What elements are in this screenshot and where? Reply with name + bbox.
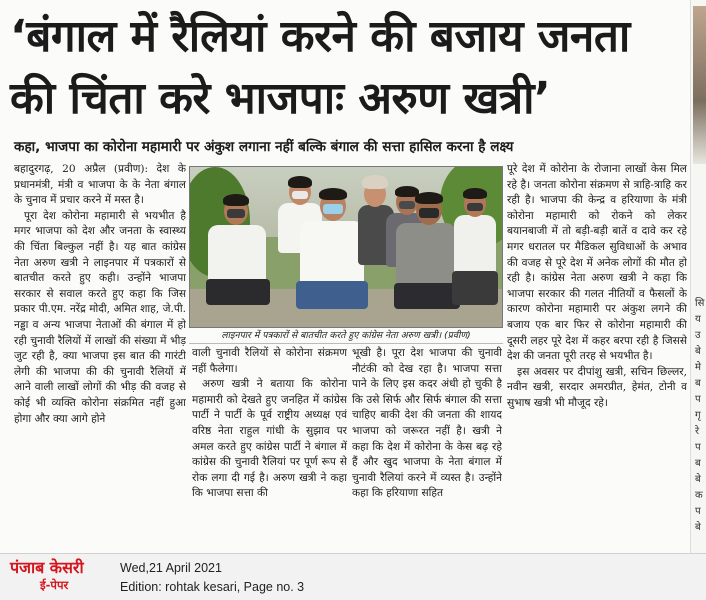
- text-fragment: य: [695, 314, 701, 325]
- text-fragment: गृ: [695, 410, 701, 421]
- adjacent-photo-fragment: [693, 6, 706, 164]
- logo-wordmark: पंजाब केसरी: [10, 558, 84, 577]
- paragraph: वाली चुनावी रैलियों से कोरोना संक्रमण नहीं फैलेगा।: [192, 347, 347, 375]
- text-fragment: बे: [695, 522, 701, 533]
- news-photo: [189, 166, 503, 328]
- edition-date: Wed,21 April 2021: [120, 561, 222, 575]
- epaper-footer: [0, 553, 706, 600]
- text-fragment: ब: [695, 378, 701, 389]
- adjacent-article-strip: [690, 0, 706, 553]
- text-fragment: बे: [695, 474, 701, 485]
- text-fragment: क: [695, 490, 703, 501]
- text-fragment: उ: [695, 330, 701, 341]
- text-fragment: प: [695, 394, 701, 405]
- text-fragment: रे: [695, 426, 700, 437]
- paragraph: पूरे देश में कोरोना के रोजाना लाखों केस मिल रहे है। जनता कोरोना संक्रमण से त्राहि-त्राहि कर रही है। भाजपा की केन्द्र व हरियाणा के मंत्री कोरोना महामारी को रोकने को लेकर बयानबाजी में तो बड़ी-बड़ी बातें व दावे कर रहे मगर धरातल पर मैडिकल सुविधाओं के अभाव की वजह से पूरे देश में अनेक लोगों की मौत हो रही है। कांग्रेस नेता अरुण खत्री ने कहा कि भाजपा सरकार की गलत नीतियों व फैसलों के कारण कोरोना महामारी पर अंकुश लगने की बजाय एक बार फिर से कोरोना महामारी की दूसरी लहर पूरे देश में कहर बरपा रही है जिससे देश की जनता पूरी तरह से भयभीत है।: [507, 163, 687, 363]
- paragraph: भूखी है। पूरा देश भाजपा की चुनावी नौटंकी को देख रहा है। भाजपा सत्ता पाने के लिए इस कदर अंधी हो चुकी है कि उसे सिर्फ और सिर्फ बंगाल की सत्ता चाहिए बाकी देश की जनता की शायद भाजपा को जरूरत नहीं है। खत्री ने कहा कि देश में कोरोना के केस बढ़ रहे हैं और खुद भाजपा के नेता बंगाल में चुनावी रैलियां करने में व्यस्त है। उन्होंने कहा कि हरियाणा सहित: [352, 347, 502, 500]
- subheadline: कहा, भाजपा का कोरोना महामारी पर अंकुश लगाना नहीं बल्कि बंगाल की सत्ता हासिल करना है लक्ष्य: [14, 139, 514, 155]
- article-column-1: [14, 162, 186, 552]
- text-fragment: मे: [695, 362, 701, 373]
- paragraph: पूरा देश कोरोना महामारी से भयभीत है मगर भाजपा को देश और जनता के स्वास्थ्य की चिंता बिल्कुल नहीं है। यह बात कांग्रेस नेता अरुण खत्री ने लाइनपार में पत्रकारों से बातचीत करते हुए कही। उन्होंने भाजपा सरकार से सवाल करते हुए कहा कि जिस प्रकार पी.एम. नरेंद्र मोदी, अमित शाह, जे.पी. नड्डा व अन्य भाजपा नेताओं की बंगाल में हो रही चुनावी रैलियों में लाखों की संख्या में भीड़ जुट रही है, क्या भाजपा इस बात की गारंटी लेगी की भाजपा की की चुनावी रैलियों में आने वाली लाखों लोगों की भीड़ की वजह से कोई भी व्यक्ति कोरोना संक्रमित नहीं हुआ होगा और क्या आगे होने: [14, 209, 186, 425]
- text-fragment: बे: [695, 346, 701, 357]
- photo-caption: लाइनपार में पत्रकारों से बातचीत करते हुए कांग्रेस नेता अरुण खत्री। (प्रवीण): [221, 330, 471, 341]
- text-fragment: प: [695, 506, 701, 517]
- punjab-kesari-logo: [10, 558, 100, 596]
- article-column-3: [352, 346, 502, 552]
- article-column-2: [192, 346, 347, 552]
- paragraph: इस अवसर पर दीपांशु खत्री, सचिन छिल्लर, नवीन खत्री, सरदार अमरप्रीत, हेमंत, टोनी व सुभाष खत्री भी मौजूद रहे।: [507, 365, 687, 409]
- paragraph: अरुण खत्री ने बताया कि कोरोना महामारी को देखते हुए जनहित में कांग्रेस पार्टी ने पार्टी के पूर्व राष्ट्रीय अध्यक्ष एवं वरिष्ठ नेता राहुल गांधी के सुझाव पर अमल करते हुए कांग्रेस पार्टी ने बंगाल में कांग्रेस की चुनावी रैलियां पर पूर्ण रूप से रोक लगा दी गई है। अरुण खत्री ने कहा कि भाजपा सत्ता की: [192, 378, 347, 500]
- text-fragment: सि: [695, 298, 705, 309]
- article-column-4: [507, 162, 687, 552]
- logo-subtitle: ई-पेपर: [40, 578, 69, 592]
- caption-divider: [189, 343, 503, 344]
- text-fragment: ब: [695, 458, 701, 469]
- edition-info: Edition: rohtak kesari, Page no. 3: [120, 580, 305, 594]
- paragraph: बहादुरगढ़, 20 अप्रैल (प्रवीण): देश के प्रधानमंत्री, मंत्री व भाजपा के के नेता बंगाल के चुनाव में प्रचार करने में मस्त है।: [14, 163, 186, 207]
- text-fragment: प: [695, 442, 701, 453]
- headline: ‘बंगाल में रैलियां करने की बजाय जनता की चिंता करे भाजपाः अरुण खत्री’: [10, 11, 630, 124]
